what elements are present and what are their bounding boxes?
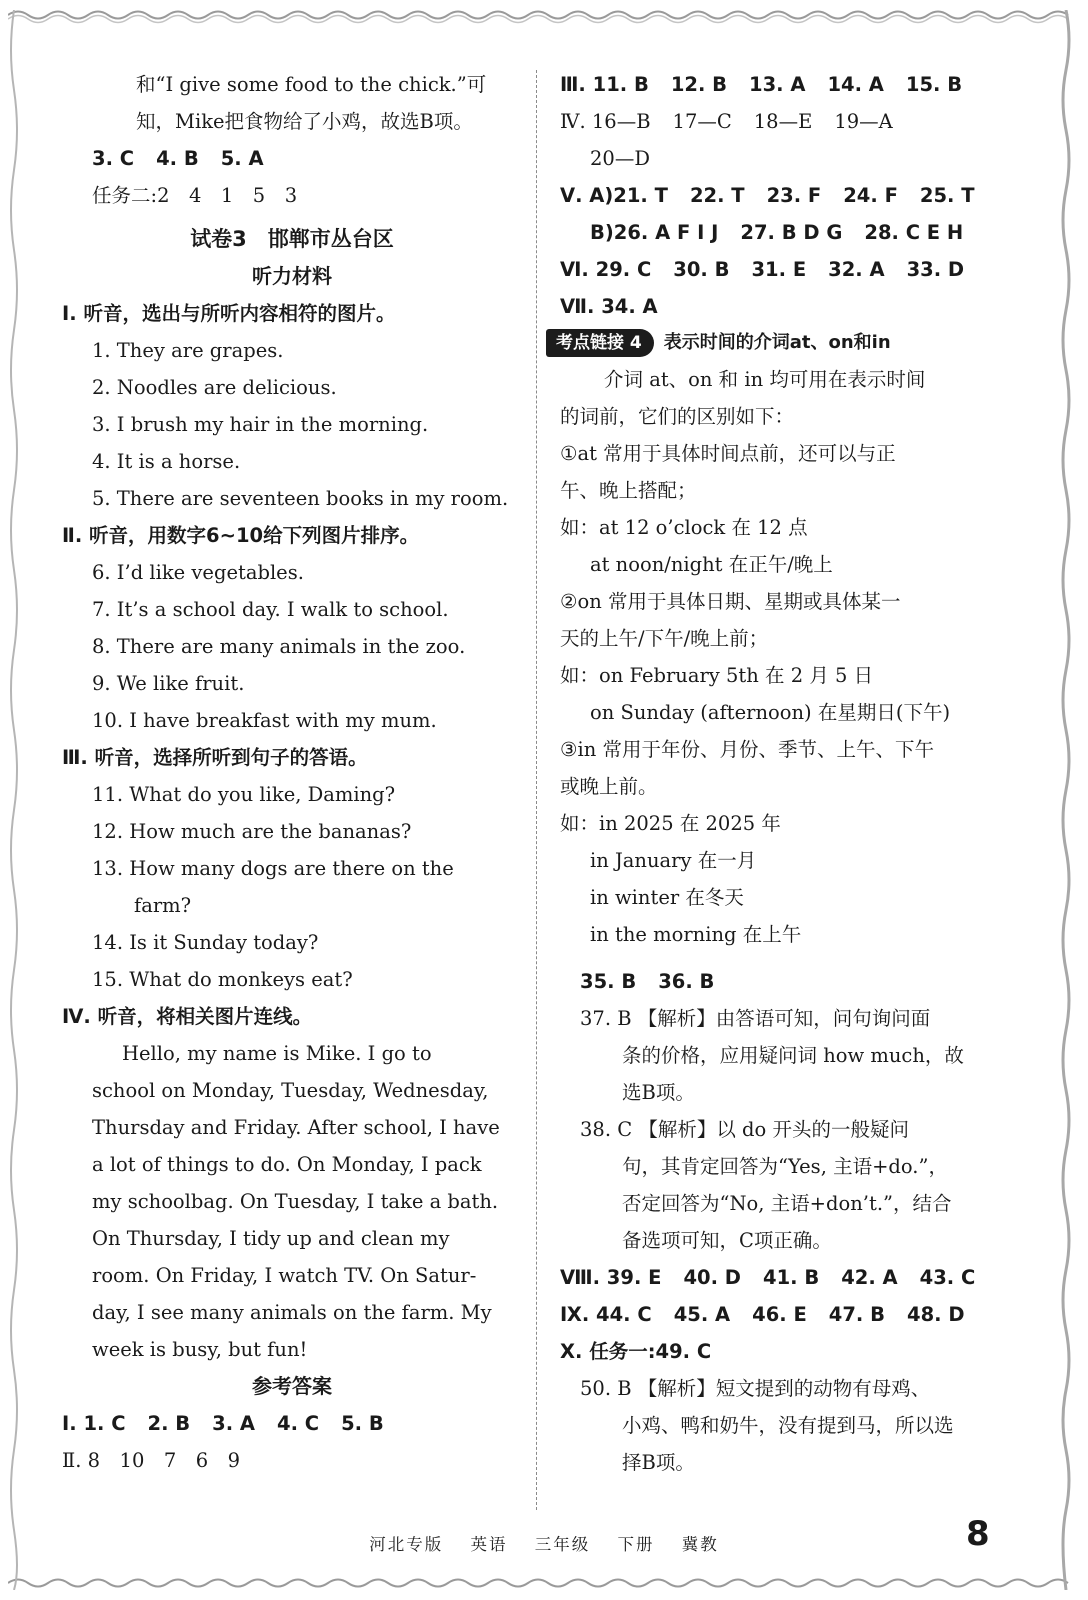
explanation-line: 小鸡、鸭和奶牛，没有提到马，所以选: [622, 1414, 954, 1437]
column-divider: [536, 70, 537, 1510]
list-item: 1. They are grapes.: [92, 339, 284, 362]
list-item: 6. I’d like vegetables.: [92, 561, 304, 584]
list-item: 3. I brush my hair in the morning.: [92, 413, 429, 436]
list-item: 9. We like fruit.: [92, 672, 245, 695]
answer-row: B)26. A F I J 27. B D G 28. C E H: [590, 221, 964, 244]
explanation-line: 否定回答为“No, 主语+don’t.”，结合: [622, 1192, 952, 1215]
listening-title: 听力材料: [252, 264, 332, 288]
right-border-decoration: [1058, 10, 1074, 1590]
note-line: 或晚上前。: [560, 775, 658, 798]
knowledge-link-badge: 考点链接 4: [546, 329, 654, 357]
passage-line: week is busy, but fun!: [92, 1338, 308, 1361]
note-line: on Sunday (afternoon) 在星期日(下午): [590, 701, 951, 724]
page-footer: [0, 1531, 1088, 1555]
text-line: 和“I give some food to the chick.”可: [136, 73, 487, 96]
knowledge-link-title: 表示时间的介词at、on和in: [663, 332, 891, 353]
answer-row: 35. B 36. B: [580, 970, 715, 993]
task-two-answer: 任务二:2 4 1 5 3: [92, 184, 298, 207]
list-item: 13. How many dogs are there on the: [92, 857, 454, 880]
list-item: 11. What do you like, Daming?: [92, 783, 396, 806]
answer-row: Ⅹ. 任务一:49. C: [560, 1340, 712, 1363]
note-line: in the morning 在上午: [590, 923, 802, 946]
top-border-decoration: [8, 6, 1080, 24]
left-border-decoration: [6, 10, 22, 1590]
answer-row: Ⅱ. 8 10 7 6 9: [62, 1449, 241, 1472]
answer-row: Ⅲ. 11. B 12. B 13. A 14. A 15. B: [560, 73, 963, 96]
list-item: 15. What do monkeys eat?: [92, 968, 353, 991]
note-line: in January 在一月: [590, 849, 757, 872]
passage-line: Thursday and Friday. After school, I have: [92, 1116, 500, 1139]
text-line: 知，Mike把食物给了小鸡，故选B项。: [136, 110, 473, 133]
explanation-line: 37. B 【解析】由答语可知，问句询问面: [580, 1007, 931, 1030]
answer-row: Ⅴ. A)21. T 22. T 23. F 24. F 25. T: [560, 184, 975, 207]
answer-row: Ⅳ. 16—B 17—C 18—E 19—A: [560, 110, 893, 133]
explanation-line: 50. B 【解析】短文提到的动物有母鸡、: [580, 1377, 931, 1400]
passage-line: Hello, my name is Mike. I go to: [122, 1042, 432, 1065]
section-title: Ⅳ. 听音，将相关图片连线。: [62, 1005, 313, 1028]
explanation-line: 句，其肯定回答为“Yes, 主语+do.”，: [622, 1155, 948, 1178]
passage-line: school on Monday, Tuesday, Wednesday,: [92, 1079, 489, 1102]
note-line: ①at 常用于具体时间点前，还可以与正: [560, 442, 896, 465]
passage-line: a lot of things to do. On Monday, I pack: [92, 1153, 482, 1176]
list-item: 5. There are seventeen books in my room.: [92, 487, 509, 510]
bottom-border-decoration: [8, 1574, 1080, 1592]
list-item: 12. How much are the bananas?: [92, 820, 412, 843]
footer-volume: 下册: [617, 1535, 655, 1554]
note-line: 天的上午/下午/晚上前；: [560, 627, 769, 650]
list-item: 10. I have breakfast with my mum.: [92, 709, 437, 732]
note-line: ②on 常用于具体日期、星期或具体某一: [560, 590, 901, 613]
explanation-line: 条的价格，应用疑问词 how much，故: [622, 1044, 964, 1067]
answers-title: 参考答案: [252, 1374, 332, 1398]
list-item: 2. Noodles are delicious.: [92, 376, 337, 399]
section-title: Ⅱ. 听音，用数字6~10给下列图片排序。: [62, 524, 420, 547]
answer-row: Ⅵ. 29. C 30. B 31. E 32. A 33. D: [560, 258, 965, 281]
section-title: Ⅰ. 听音，选出与所听内容相符的图片。: [62, 302, 396, 325]
answer-row: Ⅸ. 44. C 45. A 46. E 47. B 48. D: [560, 1303, 965, 1326]
answer-row: Ⅷ. 39. E 40. D 41. B 42. A 43. C: [560, 1266, 976, 1289]
explanation-line: 选B项。: [622, 1081, 695, 1104]
passage-line: room. On Friday, I watch TV. On Satur-: [92, 1264, 477, 1287]
passage-line: day, I see many animals on the farm. My: [92, 1301, 492, 1324]
explanation-line: 择B项。: [622, 1451, 695, 1474]
passage-line: my schoolbag. On Tuesday, I take a bath.: [92, 1190, 499, 1213]
list-item: 14. Is it Sunday today?: [92, 931, 319, 954]
footer-edition: 河北专版: [369, 1535, 444, 1554]
answer-row: Ⅶ. 34. A: [560, 295, 658, 318]
page-number: 8: [966, 1514, 990, 1554]
answer-row: 3. C 4. B 5. A: [92, 147, 264, 170]
note-line: 的词前，它们的区别如下：: [560, 405, 795, 428]
note-line: 午、晚上搭配；: [560, 479, 697, 502]
list-item: 7. It’s a school day. I walk to school.: [92, 598, 449, 621]
note-line: 如：on February 5th 在 2 月 5 日: [560, 664, 874, 687]
explanation-line: 38. C 【解析】以 do 开头的一般疑问: [580, 1118, 909, 1141]
answer-row: Ⅰ. 1. C 2. B 3. A 4. C 5. B: [62, 1412, 384, 1435]
passage-line: On Thursday, I tidy up and clean my: [92, 1227, 450, 1250]
note-line: in winter 在冬天: [590, 886, 744, 909]
list-item-continued: farm?: [134, 894, 192, 917]
note-line: ③in 常用于年份、月份、季节、上午、下午: [560, 738, 934, 761]
note-line: 介词 at、on 和 in 均可用在表示时间: [604, 368, 926, 391]
footer-publisher: 冀教: [681, 1535, 719, 1554]
knowledge-link-header: [546, 325, 1000, 361]
footer-grade: 三年级: [534, 1535, 591, 1554]
right-column: [556, 66, 1000, 1481]
answer-row: 20—D: [590, 147, 650, 170]
section-title: Ⅲ. 听音，选择所听到句子的答语。: [62, 746, 368, 769]
left-column: [62, 66, 522, 1479]
note-line: 如：at 12 o’clock 在 12 点: [560, 516, 808, 539]
list-item: 8. There are many animals in the zoo.: [92, 635, 466, 658]
paper-title: 试卷3 邯郸市丛台区: [190, 227, 394, 251]
list-item: 4. It is a horse.: [92, 450, 241, 473]
explanation-line: 备选项可知，C项正确。: [622, 1229, 832, 1252]
note-line: 如：in 2025 在 2025 年: [560, 812, 781, 835]
note-line: at noon/night 在正午/晚上: [590, 553, 833, 576]
footer-subject: 英语: [470, 1535, 508, 1554]
